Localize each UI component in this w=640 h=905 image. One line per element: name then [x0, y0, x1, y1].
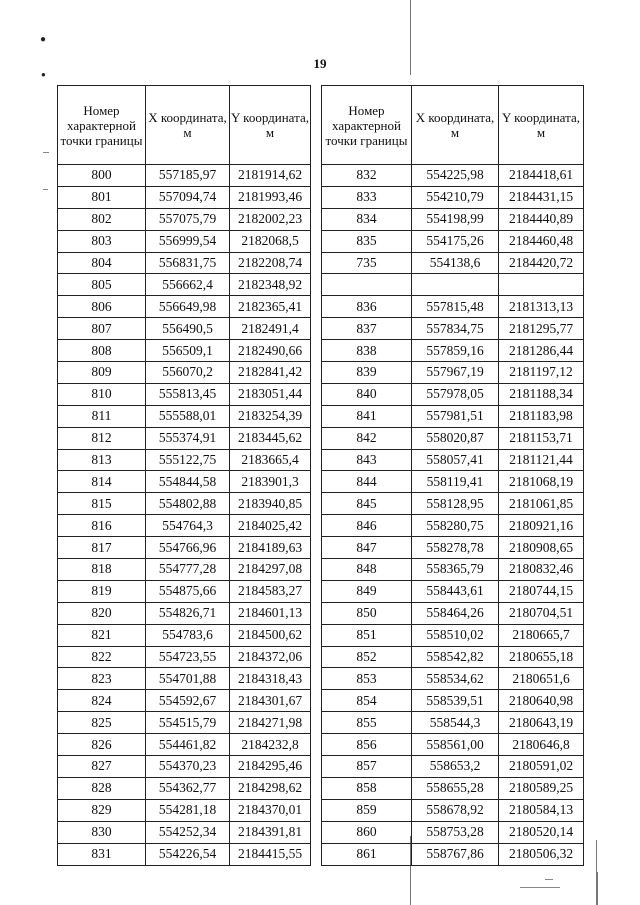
y-coordinate-cell: 2181313,13: [499, 296, 584, 318]
point-number-cell: 832: [322, 165, 412, 187]
point-number-cell: 800: [58, 165, 146, 187]
y-coordinate-cell: 2180643,19: [499, 712, 584, 734]
point-number-cell: 860: [322, 821, 412, 843]
y-coordinate-cell: 2184370,01: [230, 799, 311, 821]
x-coordinate-cell: 554175,26: [412, 230, 499, 252]
table-row: [322, 340, 584, 362]
scan-fold-line: [410, 0, 411, 75]
point-number-cell: 735: [322, 252, 412, 274]
table-row: [58, 230, 311, 252]
x-coordinate-cell: 555588,01: [146, 405, 230, 427]
x-coordinate-cell: 554198,99: [412, 208, 499, 230]
table-row: [322, 383, 584, 405]
y-coordinate-cell: 2184440,89: [499, 208, 584, 230]
table-row: [58, 756, 311, 778]
x-coordinate-cell: 554370,23: [146, 756, 230, 778]
x-coordinate-cell: 558653,2: [412, 756, 499, 778]
x-coordinate-cell: 558020,87: [412, 427, 499, 449]
point-number-cell: 835: [322, 230, 412, 252]
y-coordinate-cell: [499, 274, 584, 296]
table-row: [58, 559, 311, 581]
table-row: [322, 843, 584, 865]
table-row: [58, 668, 311, 690]
point-number-cell: 837: [322, 318, 412, 340]
table-row: [322, 318, 584, 340]
x-coordinate-cell: 558365,79: [412, 559, 499, 581]
x-coordinate-cell: 555813,45: [146, 383, 230, 405]
x-coordinate-cell: 554777,28: [146, 559, 230, 581]
x-coordinate-cell: 555374,91: [146, 427, 230, 449]
y-coordinate-header: Y координата, м: [230, 86, 311, 165]
x-coordinate-cell: 557859,16: [412, 340, 499, 362]
x-coordinate-cell: 558767,86: [412, 843, 499, 865]
y-coordinate-cell: 2184583,27: [230, 580, 311, 602]
point-number-cell: 816: [58, 515, 146, 537]
y-coordinate-cell: 2182365,41: [230, 296, 311, 318]
x-coordinate-cell: 557185,97: [146, 165, 230, 187]
table-row: [322, 230, 584, 252]
table-row: [58, 624, 311, 646]
y-coordinate-cell: 2183254,39: [230, 405, 311, 427]
y-coordinate-cell: 2180655,18: [499, 646, 584, 668]
table-row: [322, 756, 584, 778]
point-number-cell: 840: [322, 383, 412, 405]
table-row: [322, 580, 584, 602]
scan-edge-line: [597, 872, 598, 905]
x-coordinate-cell: 556649,98: [146, 296, 230, 318]
y-coordinate-cell: 2184301,67: [230, 690, 311, 712]
table-header-row: [58, 86, 311, 165]
x-coordinate-cell: 557967,19: [412, 362, 499, 384]
table-row: [322, 427, 584, 449]
x-coordinate-cell: 558128,95: [412, 493, 499, 515]
point-number-cell: 842: [322, 427, 412, 449]
x-coordinate-cell: 554252,34: [146, 821, 230, 843]
x-coordinate-cell: 554225,98: [412, 165, 499, 187]
x-coordinate-cell: 556070,2: [146, 362, 230, 384]
y-coordinate-cell: 2181295,77: [499, 318, 584, 340]
x-coordinate-cell: 558544,3: [412, 712, 499, 734]
table-row: [58, 186, 311, 208]
table-row: [58, 580, 311, 602]
y-coordinate-cell: 2181188,34: [499, 383, 584, 405]
y-coordinate-cell: 2184372,06: [230, 646, 311, 668]
table-row: [322, 405, 584, 427]
point-number-header: Номер характерной точки границы: [58, 86, 146, 165]
table-row: [58, 777, 311, 799]
y-coordinate-cell: 2184297,08: [230, 559, 311, 581]
x-coordinate-cell: 556831,75: [146, 252, 230, 274]
y-coordinate-cell: 2184025,42: [230, 515, 311, 537]
x-coordinate-cell: 554281,18: [146, 799, 230, 821]
x-coordinate-cell: 556999,54: [146, 230, 230, 252]
y-coordinate-cell: 2180506,32: [499, 843, 584, 865]
scan-dash-mark: [43, 189, 48, 190]
y-coordinate-cell: 2180665,7: [499, 624, 584, 646]
scan-dot-mark: ●: [40, 34, 47, 45]
x-coordinate-cell: 558542,82: [412, 646, 499, 668]
y-coordinate-cell: 2184232,8: [230, 734, 311, 756]
point-number-cell: 818: [58, 559, 146, 581]
y-coordinate-cell: 2184431,15: [499, 186, 584, 208]
table-row: [58, 515, 311, 537]
point-number-header: Номер характерной точки границы: [322, 86, 412, 165]
point-number-cell: 829: [58, 799, 146, 821]
y-coordinate-cell: 2183901,3: [230, 471, 311, 493]
point-number-cell: 821: [58, 624, 146, 646]
point-number-cell: 848: [322, 559, 412, 581]
table-row: [322, 165, 584, 187]
y-coordinate-cell: 2180832,46: [499, 559, 584, 581]
x-coordinate-cell: 558534,62: [412, 668, 499, 690]
y-coordinate-cell: 2181068,19: [499, 471, 584, 493]
y-coordinate-cell: 2182348,92: [230, 274, 311, 296]
y-coordinate-cell: 2182491,4: [230, 318, 311, 340]
x-coordinate-cell: 558753,28: [412, 821, 499, 843]
table-row: [322, 274, 584, 296]
y-coordinate-cell: 2184420,72: [499, 252, 584, 274]
y-coordinate-cell: 2180591,02: [499, 756, 584, 778]
table-row: [58, 165, 311, 187]
x-coordinate-cell: 556662,4: [146, 274, 230, 296]
x-coordinate-cell: 558443,61: [412, 580, 499, 602]
x-coordinate-cell: 558119,41: [412, 471, 499, 493]
y-coordinate-cell: 2182208,74: [230, 252, 311, 274]
table-row: [58, 646, 311, 668]
point-number-cell: 846: [322, 515, 412, 537]
x-coordinate-cell: 557981,51: [412, 405, 499, 427]
point-number-cell: 802: [58, 208, 146, 230]
point-number-cell: 815: [58, 493, 146, 515]
table-row: [58, 712, 311, 734]
table-row: [322, 471, 584, 493]
y-coordinate-cell: 2183665,4: [230, 449, 311, 471]
x-coordinate-cell: 554362,77: [146, 777, 230, 799]
y-coordinate-cell: 2180921,16: [499, 515, 584, 537]
x-coordinate-cell: 554764,3: [146, 515, 230, 537]
x-coordinate-cell: 554592,67: [146, 690, 230, 712]
point-number-cell: 806: [58, 296, 146, 318]
point-number-cell: 826: [58, 734, 146, 756]
x-coordinate-cell: 554210,79: [412, 186, 499, 208]
y-coordinate-cell: 2181914,62: [230, 165, 311, 187]
scan-edge-line: [520, 887, 560, 888]
point-number-cell: 807: [58, 318, 146, 340]
point-number-cell: 801: [58, 186, 146, 208]
y-coordinate-cell: 2183051,44: [230, 383, 311, 405]
table-row: [58, 471, 311, 493]
point-number-cell: 861: [322, 843, 412, 865]
table-row: [58, 821, 311, 843]
page-number: 19: [313, 56, 327, 71]
y-coordinate-cell: 2182841,42: [230, 362, 311, 384]
scan-dash-mark: [43, 152, 49, 153]
x-coordinate-cell: 554766,96: [146, 537, 230, 559]
point-number-cell: 833: [322, 186, 412, 208]
scan-dash-mark: [545, 879, 553, 880]
table-row: [58, 602, 311, 624]
table-row: [322, 821, 584, 843]
x-coordinate-cell: 557815,48: [412, 296, 499, 318]
y-coordinate-cell: 2180584,13: [499, 799, 584, 821]
table-row: [58, 383, 311, 405]
point-number-cell: 804: [58, 252, 146, 274]
x-coordinate-cell: 554875,66: [146, 580, 230, 602]
point-number-cell: 856: [322, 734, 412, 756]
table-row: [58, 318, 311, 340]
table-row: [322, 624, 584, 646]
table-row: [322, 712, 584, 734]
x-coordinate-cell: 556490,5: [146, 318, 230, 340]
table-row: [322, 734, 584, 756]
x-coordinate-cell: 555122,75: [146, 449, 230, 471]
table-row: [322, 493, 584, 515]
point-number-cell: 825: [58, 712, 146, 734]
point-number-cell: 854: [322, 690, 412, 712]
table-header-row: [322, 86, 584, 165]
point-number-cell: 839: [322, 362, 412, 384]
table-row: [58, 427, 311, 449]
table-row: [322, 208, 584, 230]
point-number-cell: 850: [322, 602, 412, 624]
table-row: [58, 537, 311, 559]
table-row: [322, 559, 584, 581]
point-number-cell: 857: [322, 756, 412, 778]
y-coordinate-cell: 2180744,15: [499, 580, 584, 602]
table-row: [322, 449, 584, 471]
point-number-cell: 855: [322, 712, 412, 734]
point-number-cell: 841: [322, 405, 412, 427]
table-row: [322, 296, 584, 318]
y-coordinate-cell: 2184298,62: [230, 777, 311, 799]
y-coordinate-cell: 2180640,98: [499, 690, 584, 712]
x-coordinate-cell: 557075,79: [146, 208, 230, 230]
table-row: [58, 405, 311, 427]
point-number-cell: 811: [58, 405, 146, 427]
x-coordinate-cell: 554844,58: [146, 471, 230, 493]
x-coordinate-cell: 558278,78: [412, 537, 499, 559]
table-row: [322, 777, 584, 799]
x-coordinate-cell: 558561,00: [412, 734, 499, 756]
point-number-cell: 858: [322, 777, 412, 799]
table-row: [322, 515, 584, 537]
point-number-cell: 820: [58, 602, 146, 624]
y-coordinate-cell: 2182068,5: [230, 230, 311, 252]
y-coordinate-cell: 2181197,12: [499, 362, 584, 384]
point-number-cell: 853: [322, 668, 412, 690]
table-row: [322, 186, 584, 208]
y-coordinate-cell: 2180651,6: [499, 668, 584, 690]
table-row: [322, 799, 584, 821]
y-coordinate-cell: 2184189,63: [230, 537, 311, 559]
x-coordinate-cell: 554802,88: [146, 493, 230, 515]
y-coordinate-cell: 2181153,71: [499, 427, 584, 449]
table-row: [58, 449, 311, 471]
y-coordinate-cell: 2184415,55: [230, 843, 311, 865]
table-row: [58, 362, 311, 384]
point-number-cell: 814: [58, 471, 146, 493]
point-number-cell: 859: [322, 799, 412, 821]
table-row: [322, 668, 584, 690]
point-number-cell: 845: [322, 493, 412, 515]
y-coordinate-cell: 2181286,44: [499, 340, 584, 362]
point-number-cell: 823: [58, 668, 146, 690]
x-coordinate-cell: 558464,26: [412, 602, 499, 624]
x-coordinate-cell: 554226,54: [146, 843, 230, 865]
table-row: [58, 296, 311, 318]
x-coordinate-cell: 554515,79: [146, 712, 230, 734]
point-number-cell: 805: [58, 274, 146, 296]
point-number-cell: 831: [58, 843, 146, 865]
x-coordinate-cell: [412, 274, 499, 296]
coordinates-table-left: [57, 85, 311, 866]
point-number-cell: [322, 274, 412, 296]
table-row: [322, 602, 584, 624]
x-coordinate-cell: 556509,1: [146, 340, 230, 362]
table-row: [322, 646, 584, 668]
y-coordinate-cell: 2184295,46: [230, 756, 311, 778]
table-row: [322, 690, 584, 712]
point-number-cell: 847: [322, 537, 412, 559]
point-number-cell: 812: [58, 427, 146, 449]
y-coordinate-cell: 2184318,43: [230, 668, 311, 690]
point-number-cell: 834: [322, 208, 412, 230]
x-coordinate-cell: 557978,05: [412, 383, 499, 405]
table-row: [58, 493, 311, 515]
point-number-cell: 838: [322, 340, 412, 362]
table-row: [58, 734, 311, 756]
table-row: [58, 252, 311, 274]
x-coordinate-cell: 554138,6: [412, 252, 499, 274]
point-number-cell: 836: [322, 296, 412, 318]
table-row: [58, 690, 311, 712]
table-row: [322, 537, 584, 559]
table-row: [322, 252, 584, 274]
x-coordinate-cell: 554723,55: [146, 646, 230, 668]
y-coordinate-cell: 2184460,48: [499, 230, 584, 252]
y-coordinate-header: Y координата, м: [499, 86, 584, 165]
x-coordinate-cell: 557094,74: [146, 186, 230, 208]
x-coordinate-cell: 554783,6: [146, 624, 230, 646]
x-coordinate-cell: 558655,28: [412, 777, 499, 799]
x-coordinate-cell: 558539,51: [412, 690, 499, 712]
point-number-cell: 827: [58, 756, 146, 778]
scan-dot-mark: ●: [41, 70, 46, 79]
point-number-cell: 808: [58, 340, 146, 362]
x-coordinate-cell: 558678,92: [412, 799, 499, 821]
point-number-cell: 813: [58, 449, 146, 471]
y-coordinate-cell: 2181061,85: [499, 493, 584, 515]
point-number-cell: 809: [58, 362, 146, 384]
point-number-cell: 822: [58, 646, 146, 668]
y-coordinate-cell: 2183445,62: [230, 427, 311, 449]
y-coordinate-cell: 2180704,51: [499, 602, 584, 624]
point-number-cell: 830: [58, 821, 146, 843]
point-number-cell: 819: [58, 580, 146, 602]
x-coordinate-cell: 554826,71: [146, 602, 230, 624]
table-row: [58, 843, 311, 865]
point-number-cell: 803: [58, 230, 146, 252]
x-coordinate-cell: 558510,02: [412, 624, 499, 646]
point-number-cell: 817: [58, 537, 146, 559]
x-coordinate-cell: 554461,82: [146, 734, 230, 756]
y-coordinate-cell: 2182002,23: [230, 208, 311, 230]
point-number-cell: 828: [58, 777, 146, 799]
x-coordinate-cell: 558057,41: [412, 449, 499, 471]
y-coordinate-cell: 2184601,13: [230, 602, 311, 624]
x-coordinate-cell: 558280,75: [412, 515, 499, 537]
x-coordinate-header: X координата, м: [412, 86, 499, 165]
y-coordinate-cell: 2180589,25: [499, 777, 584, 799]
table-row: [58, 208, 311, 230]
point-number-cell: 852: [322, 646, 412, 668]
y-coordinate-cell: 2181183,98: [499, 405, 584, 427]
point-number-cell: 851: [322, 624, 412, 646]
y-coordinate-cell: 2181993,46: [230, 186, 311, 208]
point-number-cell: 849: [322, 580, 412, 602]
point-number-cell: 810: [58, 383, 146, 405]
table-row: [58, 799, 311, 821]
point-number-cell: 824: [58, 690, 146, 712]
x-coordinate-cell: 554701,88: [146, 668, 230, 690]
y-coordinate-cell: 2184391,81: [230, 821, 311, 843]
coordinates-table-right: [321, 85, 584, 866]
y-coordinate-cell: 2184271,98: [230, 712, 311, 734]
table-row: [58, 340, 311, 362]
y-coordinate-cell: 2184418,61: [499, 165, 584, 187]
table-row: [322, 362, 584, 384]
x-coordinate-header: X координата, м: [146, 86, 230, 165]
y-coordinate-cell: 2180646,8: [499, 734, 584, 756]
point-number-cell: 844: [322, 471, 412, 493]
y-coordinate-cell: 2182490,66: [230, 340, 311, 362]
y-coordinate-cell: 2183940,85: [230, 493, 311, 515]
y-coordinate-cell: 2181121,44: [499, 449, 584, 471]
y-coordinate-cell: 2180908,65: [499, 537, 584, 559]
table-row: [58, 274, 311, 296]
y-coordinate-cell: 2180520,14: [499, 821, 584, 843]
y-coordinate-cell: 2184500,62: [230, 624, 311, 646]
x-coordinate-cell: 557834,75: [412, 318, 499, 340]
point-number-cell: 843: [322, 449, 412, 471]
